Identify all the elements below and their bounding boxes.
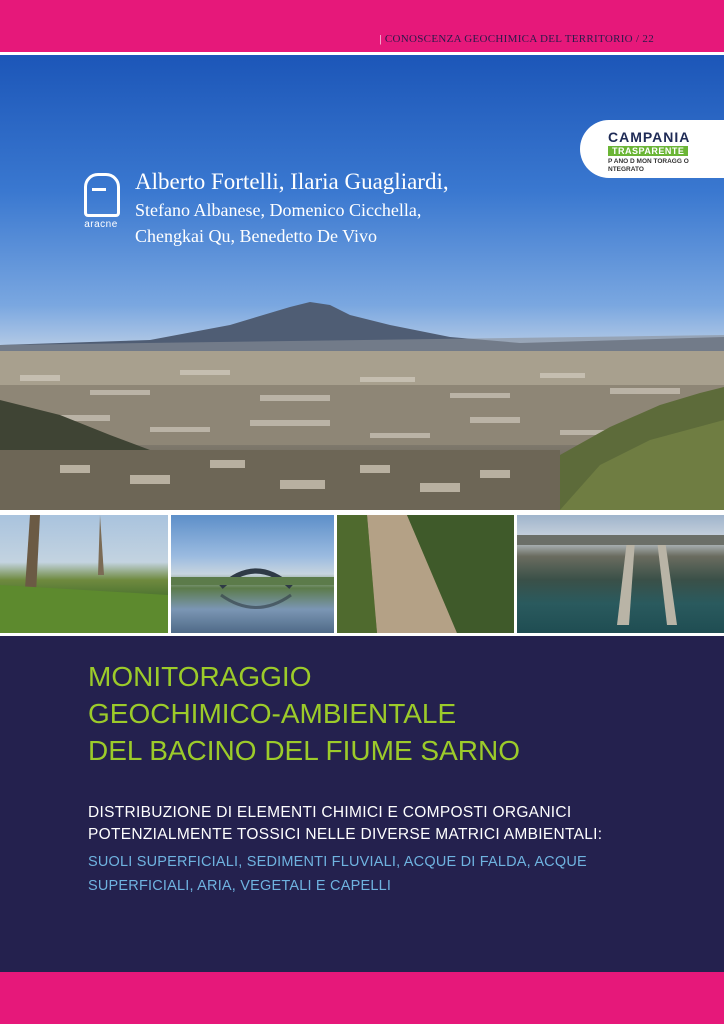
authors-line-1: Alberto Fortelli, Ilaria Guagliardi, bbox=[135, 169, 449, 194]
authors bbox=[135, 167, 449, 249]
authors-line-2: Stefano Albanese, Domenico Cicchella, bbox=[135, 200, 422, 220]
photo-river-bridge bbox=[171, 515, 334, 633]
title-line-1: MONITORAGGIO bbox=[88, 661, 312, 692]
book-subtitle bbox=[88, 802, 602, 846]
campania-trasparente-badge bbox=[580, 120, 724, 178]
badge-subtitle: TRASPARENTE bbox=[608, 146, 688, 156]
running-title: CONOSCENZA GEOCHIMICA DEL TERRITORIO bbox=[384, 33, 633, 45]
badge-title: CAMPANIA bbox=[608, 129, 691, 145]
bottom-bar bbox=[0, 972, 724, 1024]
title-line-3: DEL BACINO DEL FIUME SARNO bbox=[88, 735, 521, 766]
title-line-2: GEOCHIMICO-AMBIENTALE bbox=[88, 698, 457, 729]
photo-river-mouth bbox=[517, 515, 724, 633]
subtitle-line-1: DISTRIBUZIONE DI ELEMENTI CHIMICI E COMPOSTI ORGANICI bbox=[88, 804, 572, 821]
running-header: | CONOSCENZA GEOCHIMICA DEL TERRITORIO / 22 bbox=[379, 33, 654, 45]
badge-caption: P ANO D MON TORAGG O NTEGRATO bbox=[608, 158, 689, 173]
authors-line-3: Chengkai Qu, Benedetto De Vivo bbox=[135, 226, 378, 246]
aracne-logo-icon bbox=[84, 173, 120, 217]
photo-river-channel bbox=[337, 515, 514, 633]
environmental-matrices: SUOLI SUPERFICIALI, SEDIMENTI FLUVIALI, ACQUE DI FALDA, ACQUE SUPERFICIALI, ARIA, VEGETALI E CAPELLI bbox=[88, 854, 587, 894]
publisher-logo bbox=[84, 173, 118, 230]
book-title bbox=[88, 658, 520, 769]
subtitle-line-2: POTENZIALMENTE TOSSICI NELLE DIVERSE MATRICI AMBIENTALI: bbox=[88, 826, 603, 843]
photo-strip bbox=[0, 512, 724, 636]
photo-riverbank-trees bbox=[0, 515, 168, 633]
page-number: 22 bbox=[642, 33, 654, 45]
publisher-name: aracne bbox=[84, 219, 118, 230]
